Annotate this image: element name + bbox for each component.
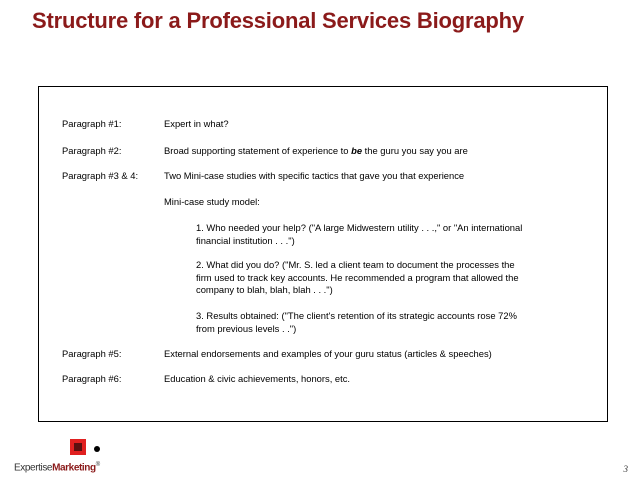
paragraph-2-text-after: the guru you say you are xyxy=(362,145,468,156)
paragraph-2-text xyxy=(164,145,468,156)
case-item-3 xyxy=(196,310,586,335)
paragraph-2-emphasis: be xyxy=(351,145,363,156)
case-item-3-line-1: 3. Results obtained: ("The client's retention of its strategic accounts rose 72% xyxy=(196,310,517,321)
paragraph-2-label: Paragraph #2: xyxy=(62,145,122,156)
case-item-2-line-3: company to blah, blah, blah . . .") xyxy=(196,284,333,295)
paragraph-5-label: Paragraph #5: xyxy=(62,348,122,359)
paragraph-5-text: External endorsements and examples of your guru status (articles & speeches) xyxy=(164,348,492,359)
content-box xyxy=(38,86,608,422)
case-item-2-line-1: 2. What did you do? ("Mr. S. led a client team to document the processes the xyxy=(196,259,515,270)
paragraph-1-text: Expert in what? xyxy=(164,118,229,129)
company-logo xyxy=(14,462,100,473)
model-heading: Mini-case study model: xyxy=(164,196,260,207)
paragraph-3-4-label: Paragraph #3 & 4: xyxy=(62,170,139,181)
paragraph-2-text-before: Broad supporting statement of experience to xyxy=(164,145,352,156)
paragraph-1-label: Paragraph #1: xyxy=(62,118,122,129)
case-item-2 xyxy=(196,259,586,297)
logo-text-part-1: Expertise xyxy=(14,462,53,474)
paragraph-6-text: Education & civic achievements, honors, etc. xyxy=(164,373,351,384)
case-item-2-line-2: firm used to track key accounts. He recommended a program that allowed the xyxy=(196,271,519,283)
page-title: Structure for a Professional Services Biography xyxy=(32,8,524,33)
paragraph-3-4-text: Two Mini-case studies with specific tactics that gave you that experience xyxy=(164,170,465,181)
logo-text-part-2: Marketing xyxy=(52,462,96,474)
logo-mark-dot xyxy=(94,446,100,452)
paragraph-6-label: Paragraph #6: xyxy=(62,373,122,384)
case-item-1-line-1: 1. Who needed your help? ("A large Midwestern utility . . .," or "An international xyxy=(196,222,523,233)
case-item-3-line-2: from previous levels . .") xyxy=(196,322,297,334)
case-item-1-line-2: financial institution . . .") xyxy=(196,234,295,246)
logo-mark-inner xyxy=(74,443,82,451)
case-item-1 xyxy=(196,222,586,247)
page-number: 3 xyxy=(623,464,628,474)
logo-trademark: ® xyxy=(95,462,100,468)
